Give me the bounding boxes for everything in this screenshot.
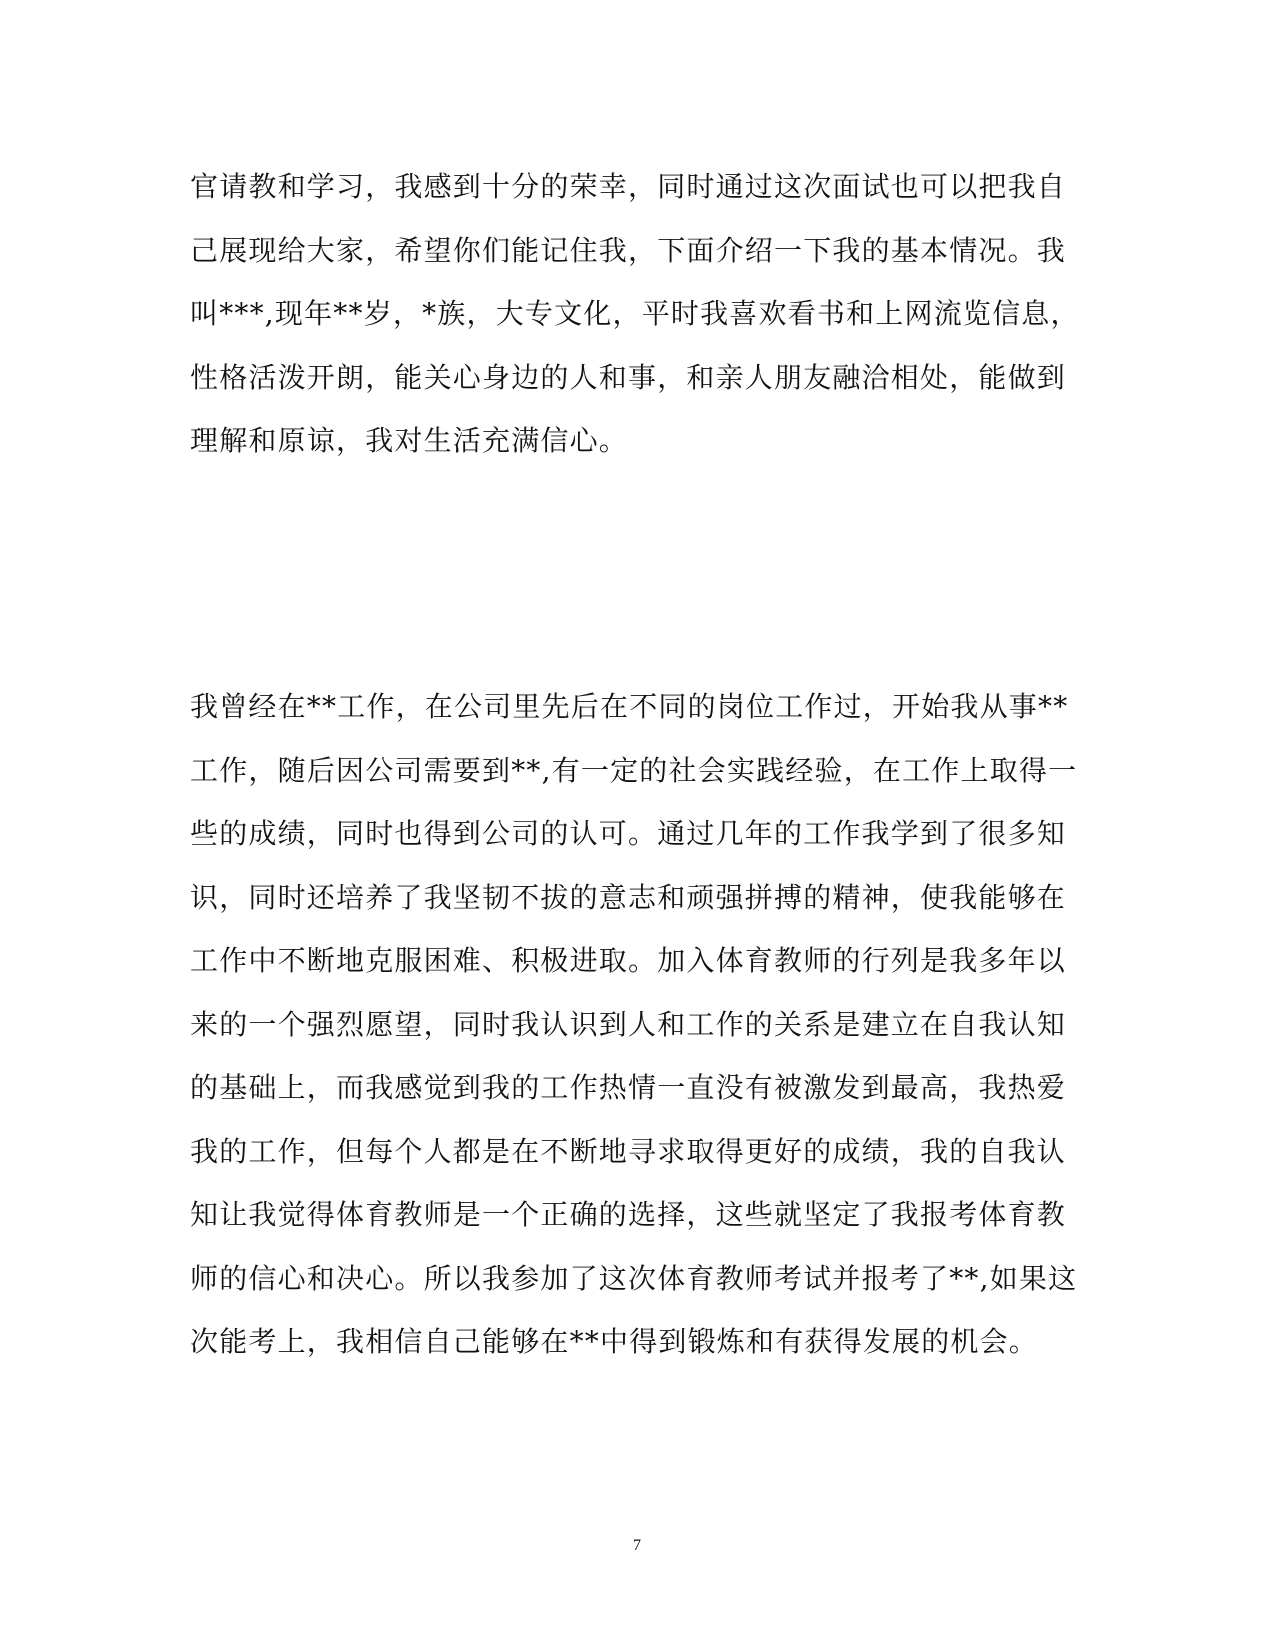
paragraph-self-introduction bbox=[190, 155, 1090, 473]
text-line: 来的一个强烈愿望，同时我认识到人和工作的关系是建立在自我认知 bbox=[190, 1007, 1067, 1041]
text-line: 师的信心和决心。所以我参加了这次体育教师考试并报考了**,如果这 bbox=[190, 1261, 1078, 1295]
text-line: 性格活泼开朗，能关心身边的人和事，和亲人朋友融洽相处，能做到 bbox=[190, 360, 1067, 394]
text-line: 我的工作，但每个人都是在不断地寻求取得更好的成绩，我的自我认 bbox=[190, 1134, 1067, 1168]
text-line: 我曾经在**工作，在公司里先后在不同的岗位工作过，开始我从事** bbox=[190, 690, 1069, 723]
text-line: 官请教和学习，我感到十分的荣幸，同时通过这次面试也可以把我自 bbox=[190, 170, 1067, 203]
paragraph-work-experience bbox=[190, 675, 1090, 1374]
page-number: 7 bbox=[633, 1537, 641, 1554]
text-line: 己展现给大家，希望你们能记住我，下面介绍一下我的基本情况。我 bbox=[190, 233, 1067, 267]
text-line: 的基础上，而我感觉到我的工作热情一直没有被激发到最高，我热爱 bbox=[190, 1071, 1067, 1104]
text-line: 叫***,现年**岁，*族，大专文化，平时我喜欢看书和上网流览信息， bbox=[190, 297, 1080, 330]
text-line: 工作，随后因公司需要到**,有一定的社会实践经验，在工作上取得一 bbox=[190, 753, 1078, 787]
text-line: 知让我觉得体育教师是一个正确的选择，这些就坚定了我报考体育教 bbox=[190, 1198, 1067, 1231]
text-line: 次能考上，我相信自己能够在**中得到锻炼和有获得发展的机会。 bbox=[190, 1325, 1039, 1358]
text-line: 些的成绩，同时也得到公司的认可。通过几年的工作我学到了很多知 bbox=[190, 817, 1067, 850]
text-line: 理解和原谅，我对生活充满信心。 bbox=[190, 424, 629, 457]
text-line: 识，同时还培养了我坚韧不拔的意志和顽强拼搏的精神，使我能够在 bbox=[190, 880, 1067, 914]
text-line: 工作中不断地克服困难、积极进取。加入体育教师的行列是我多年以 bbox=[190, 944, 1067, 977]
